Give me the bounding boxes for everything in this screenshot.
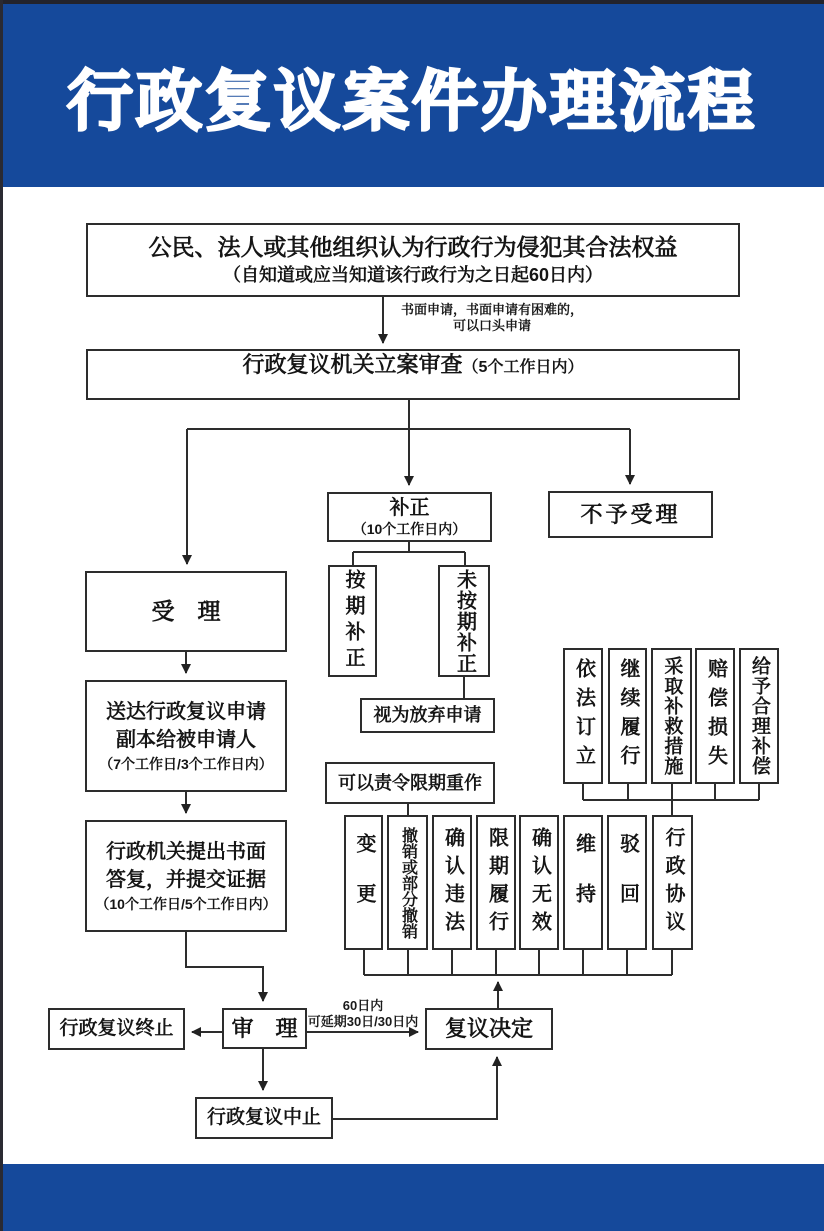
box-review-decision: 复议决定 — [425, 1008, 553, 1050]
remedy-compensate-loss: 赔偿损失 — [695, 648, 735, 784]
apply-method-label: 书面申请，书面申请有困难的， 可以口头申请 — [400, 302, 583, 333]
review-text: 行政复议机关立案审查 — [242, 352, 463, 377]
decision-confirm-invalid: 确认无效 — [519, 815, 559, 950]
page-title: 行政复议案件办理流程 — [67, 64, 757, 138]
box-complaint — [86, 223, 740, 297]
remedy-conclude-by-law: 依法订立 — [563, 648, 603, 784]
review-deadline-note: （5个工作日内） — [462, 359, 584, 376]
decision-reject: 驳回 — [607, 815, 647, 950]
decision-revoke-or-partial-revoke: 撤销或部分撤销 — [387, 815, 428, 950]
box-written-reply: 行政机关提出书面 答复，并提交证据 （10个工作日/5个工作日内） — [85, 820, 287, 932]
box-supplement-on-time: 按期补正 — [328, 565, 377, 677]
box-not-accept: 不予受理 — [548, 491, 713, 538]
box-review-suspend: 行政复议中止 — [195, 1097, 333, 1139]
decision-admin-agreement: 行政协议 — [652, 815, 693, 950]
top-edge-strip — [0, 0, 824, 4]
remedy-continue-performance: 继续履行 — [608, 648, 647, 784]
decision-change: 变更 — [344, 815, 383, 950]
decision-uphold: 维持 — [563, 815, 603, 950]
box-accept: 受 理 — [85, 571, 287, 652]
box-review-terminate: 行政复议终止 — [48, 1008, 185, 1050]
remedy-remedial-measures: 采取补救措施 — [651, 648, 692, 784]
box-deliver-copy: 送达行政复议申请 副本给被申请人 （7个工作日/3个工作日内） — [85, 680, 287, 792]
decision-order-performance: 限期履行 — [476, 815, 516, 950]
complaint-deadline-note: （自知道或应当知道该行政行为之日起60日内） — [222, 265, 604, 286]
decision-confirm-illegal: 确认违法 — [432, 815, 472, 950]
box-supplement-not-on-time: 未按期补正 — [438, 565, 490, 677]
complaint-text: 公民、法人或其他组织认为行政行为侵犯其合法权益 — [148, 234, 678, 261]
left-edge-strip — [0, 0, 3, 1231]
box-order-redo: 可以责令限期重作 — [325, 762, 495, 804]
box-deemed-abandoned: 视为放弃申请 — [360, 698, 495, 733]
decision-deadline-label: 60日内 可延期30日/30日内 — [307, 998, 419, 1029]
remedy-reasonable-compensation: 给予合理补偿 — [739, 648, 779, 784]
box-hearing: 审 理 — [222, 1008, 307, 1049]
box-case-review — [86, 349, 740, 400]
box-supplement: 补正 （10个工作日内） — [327, 492, 492, 542]
